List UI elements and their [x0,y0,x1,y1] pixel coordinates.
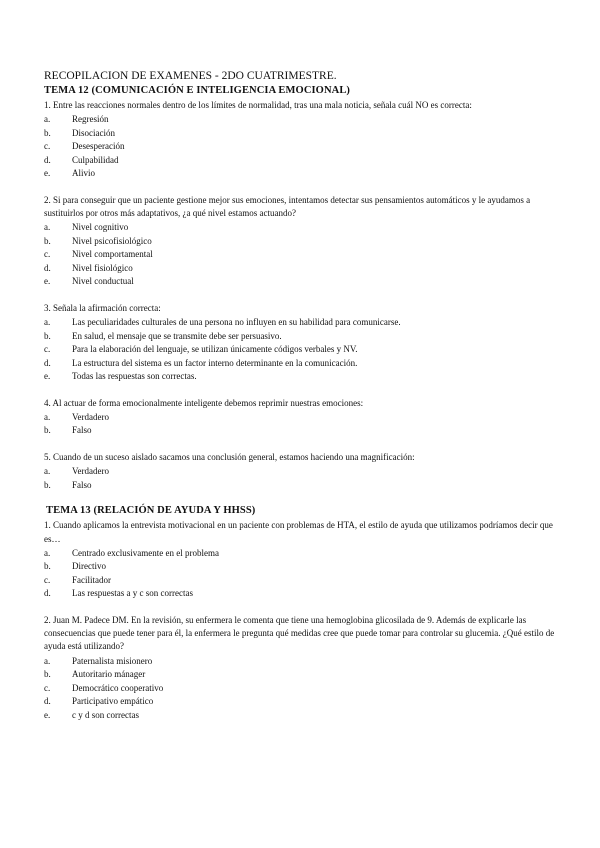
option-text: Nivel psicofisiológico [72,235,152,246]
option-text: Las respuestas a y c son correctas [72,588,193,599]
answer-option [44,262,556,276]
question-text: 1. Entre las reacciones normales dentro de los límites de normalidad, tras una mala noticia, señala cuál NO es correcta: [44,100,472,110]
question [44,397,556,438]
answer-option [44,221,556,235]
section-title: TEMA 13 (RELACIÓN DE AYUDA Y HHSS) [46,505,256,517]
question [44,302,556,384]
answer-options [44,316,556,384]
option-letter: d. [44,154,51,165]
answer-option [44,154,556,168]
option-text: Autoritario mánager [72,669,146,680]
option-letter: a. [44,655,51,666]
option-letter: d. [44,357,51,368]
answer-option [44,127,556,141]
option-letter: b. [44,479,51,490]
answer-option [44,411,556,425]
answer-option [44,113,556,127]
answer-option [44,560,556,574]
question [44,194,556,289]
answer-options [44,113,556,181]
option-text: Verdadero [72,466,109,477]
answer-option [44,140,556,154]
document-title: RECOPILACION DE EXAMENES - 2DO CUATRIMESTRE. [44,70,337,82]
sections-container [44,85,556,722]
option-text: Verdadero [72,411,109,422]
option-letter: a. [44,547,51,558]
option-letter: c. [44,141,51,152]
answer-option [44,655,556,669]
option-letter: a. [44,411,51,422]
answer-option [44,424,556,438]
option-text: Participativo empático [72,696,154,707]
option-text: Directivo [72,561,106,572]
answer-option [44,479,556,493]
option-text: Paternalista misionero [72,655,153,666]
answer-option [44,357,556,371]
question-text: 2. Si para conseguir que un paciente gestione mejor sus emociones, intentamos detectar sus pensamientos automáticos y le ayudamos a sustituirlos por otros más adaptativos, ¿a qué nivel estamos actuando? [44,194,531,219]
option-letter: c. [44,344,51,355]
option-text: Falso [72,479,92,490]
answer-option [44,547,556,561]
section [44,505,556,722]
question-text: 3. Señala la afirmación correcta: [44,302,161,313]
option-letter: b. [44,235,51,246]
document-page [44,70,556,735]
question-text: 2. Juan M. Padece DM. En la revisión, su enfermera le comenta que tiene una hemoglobina glicosilada de 9. Además de explicarle las consecuencias que puede tener para él, la enfermera le pregunta qué medidas cree que puede tomar para controlar su glucemia. ¿Qué estilo de ayuda está utilizando? [44,614,555,652]
answer-options [44,465,556,492]
option-text: Nivel fisiológico [72,262,133,273]
answer-option [44,668,556,682]
option-text: Disociación [72,127,115,138]
option-text: Las peculiaridades culturales de una persona no influyen en su habilidad para comunicarse. [72,317,401,328]
option-letter: a. [44,114,51,125]
option-letter: c. [44,682,51,693]
answer-option [44,465,556,479]
option-text: Nivel conductual [72,276,134,287]
question [44,451,556,492]
question-text: 1. Cuando aplicamos la entrevista motivacional en un paciente con problemas de HTA, el estilo de ayuda que utilizamos podríamos decir que es… [44,520,553,544]
answer-option [44,248,556,262]
answer-option [44,275,556,289]
option-letter: d. [44,262,51,273]
answer-option [44,316,556,330]
option-letter: c. [44,574,51,585]
question-text: 5. Cuando de un suceso aislado sacamos una conclusión general, estamos haciendo una magnificación: [44,451,415,462]
question [44,99,556,181]
option-text: Para la elaboración del lenguaje, se utilizan únicamente códigos verbales y NV. [72,344,358,355]
answer-options [44,411,556,438]
option-letter: b. [44,127,51,138]
option-letter: e. [44,168,51,179]
option-letter: a. [44,222,51,233]
option-text: Democrático cooperativo [72,682,164,693]
answer-option [44,587,556,601]
option-letter: a. [44,317,51,328]
answer-option [44,709,556,723]
question-text: 4. Al actuar de forma emocionalmente inteligente debemos reprimir nuestras emociones: [44,397,364,408]
option-text: Desesperación [72,141,125,152]
answer-options [44,547,556,601]
option-letter: e. [44,709,51,720]
answer-option [44,370,556,384]
section-title: TEMA 12 (COMUNICACIÓN E INTELIGENCIA EMOCIONAL) [44,85,351,96]
question [44,614,556,722]
answer-option [44,682,556,696]
option-letter: d. [44,696,51,707]
option-text: Todas las respuestas son correctas. [72,371,197,382]
answer-option [44,343,556,357]
option-letter: b. [44,561,51,572]
option-letter: b. [44,425,51,436]
option-text: Falso [72,425,92,436]
answer-option [44,695,556,709]
option-text: La estructura del sistema es un factor interno determinante en la comunicación. [72,357,358,368]
answer-options [44,655,556,723]
question [44,519,556,601]
section [44,85,556,492]
option-letter: e. [44,276,51,287]
option-text: Alivio [72,168,96,179]
option-text: c y d son correctas [72,709,139,720]
option-text: Culpabilidad [72,154,119,165]
answer-option [44,574,556,588]
option-letter: a. [44,466,51,477]
option-text: Centrado exclusivamente en el problema [72,547,219,558]
option-letter: b. [44,330,51,341]
answer-option [44,167,556,181]
answer-option [44,235,556,249]
option-letter: e. [44,371,51,382]
answer-options [44,221,556,289]
option-letter: c. [44,249,51,260]
option-text: Nivel comportamental [72,249,153,260]
option-letter: d. [44,588,51,599]
option-text: Regresión [72,114,109,125]
option-letter: b. [44,669,51,680]
option-text: Facilitador [72,574,111,585]
answer-option [44,330,556,344]
option-text: En salud, el mensaje que se transmite debe ser persuasivo. [72,330,282,341]
option-text: Nivel cognitivo [72,222,129,233]
